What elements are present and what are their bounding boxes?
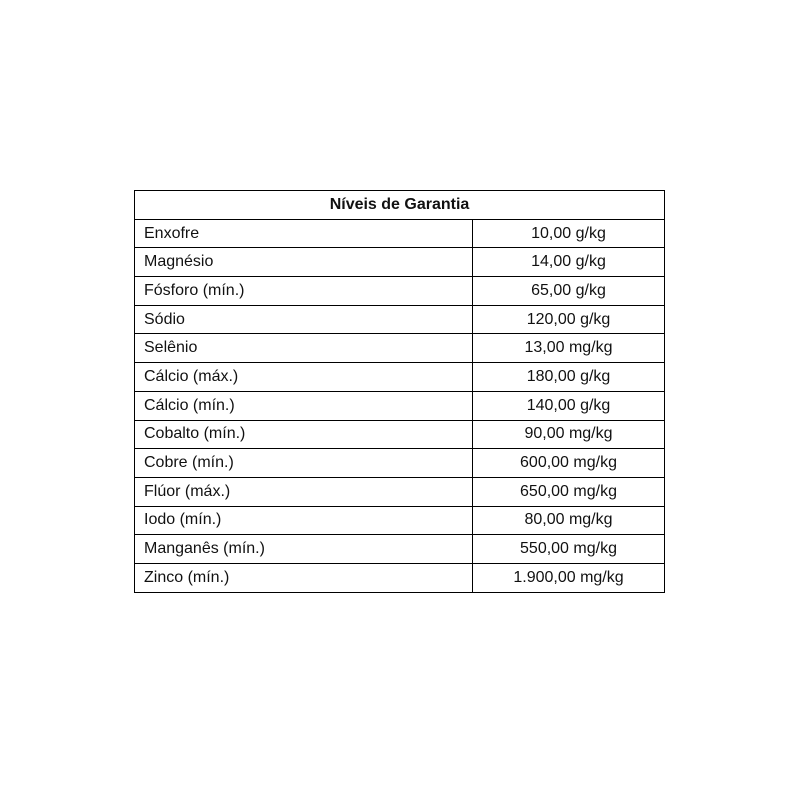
table-row — [135, 449, 665, 478]
nutrient-value: 14,00 g/kg — [473, 248, 665, 277]
table-body — [135, 219, 665, 592]
table-row — [135, 563, 665, 592]
nutrient-name: Sódio — [135, 305, 473, 334]
table-row — [135, 420, 665, 449]
table-row — [135, 277, 665, 306]
nutrient-name: Iodo (mín.) — [135, 506, 473, 535]
table-row — [135, 391, 665, 420]
nutrient-name: Manganês (mín.) — [135, 535, 473, 564]
table-row — [135, 305, 665, 334]
nutrient-value: 120,00 g/kg — [473, 305, 665, 334]
nutrient-value: 140,00 g/kg — [473, 391, 665, 420]
nutrient-name: Cobalto (mín.) — [135, 420, 473, 449]
nutrient-name: Flúor (máx.) — [135, 477, 473, 506]
nutrient-value: 1.900,00 mg/kg — [473, 563, 665, 592]
nutrient-name: Fósforo (mín.) — [135, 277, 473, 306]
nutrient-value: 650,00 mg/kg — [473, 477, 665, 506]
guarantee-levels-table — [134, 190, 665, 593]
nutrient-name: Cálcio (mín.) — [135, 391, 473, 420]
nutrient-value: 10,00 g/kg — [473, 219, 665, 248]
table-row — [135, 334, 665, 363]
table-row — [135, 506, 665, 535]
nutrient-value: 600,00 mg/kg — [473, 449, 665, 478]
nutrient-value: 80,00 mg/kg — [473, 506, 665, 535]
table-row — [135, 219, 665, 248]
table-row — [135, 363, 665, 392]
table-title: Níveis de Garantia — [135, 191, 665, 220]
nutrient-value: 13,00 mg/kg — [473, 334, 665, 363]
table-row — [135, 477, 665, 506]
table-header-row — [135, 191, 665, 220]
nutrient-name: Enxofre — [135, 219, 473, 248]
nutrient-value: 90,00 mg/kg — [473, 420, 665, 449]
table-row — [135, 535, 665, 564]
nutrient-value: 180,00 g/kg — [473, 363, 665, 392]
table-row — [135, 248, 665, 277]
guarantee-table-container — [134, 190, 664, 593]
nutrient-value: 550,00 mg/kg — [473, 535, 665, 564]
nutrient-name: Selênio — [135, 334, 473, 363]
nutrient-name: Magnésio — [135, 248, 473, 277]
nutrient-name: Cálcio (máx.) — [135, 363, 473, 392]
nutrient-value: 65,00 g/kg — [473, 277, 665, 306]
nutrient-name: Zinco (mín.) — [135, 563, 473, 592]
nutrient-name: Cobre (mín.) — [135, 449, 473, 478]
